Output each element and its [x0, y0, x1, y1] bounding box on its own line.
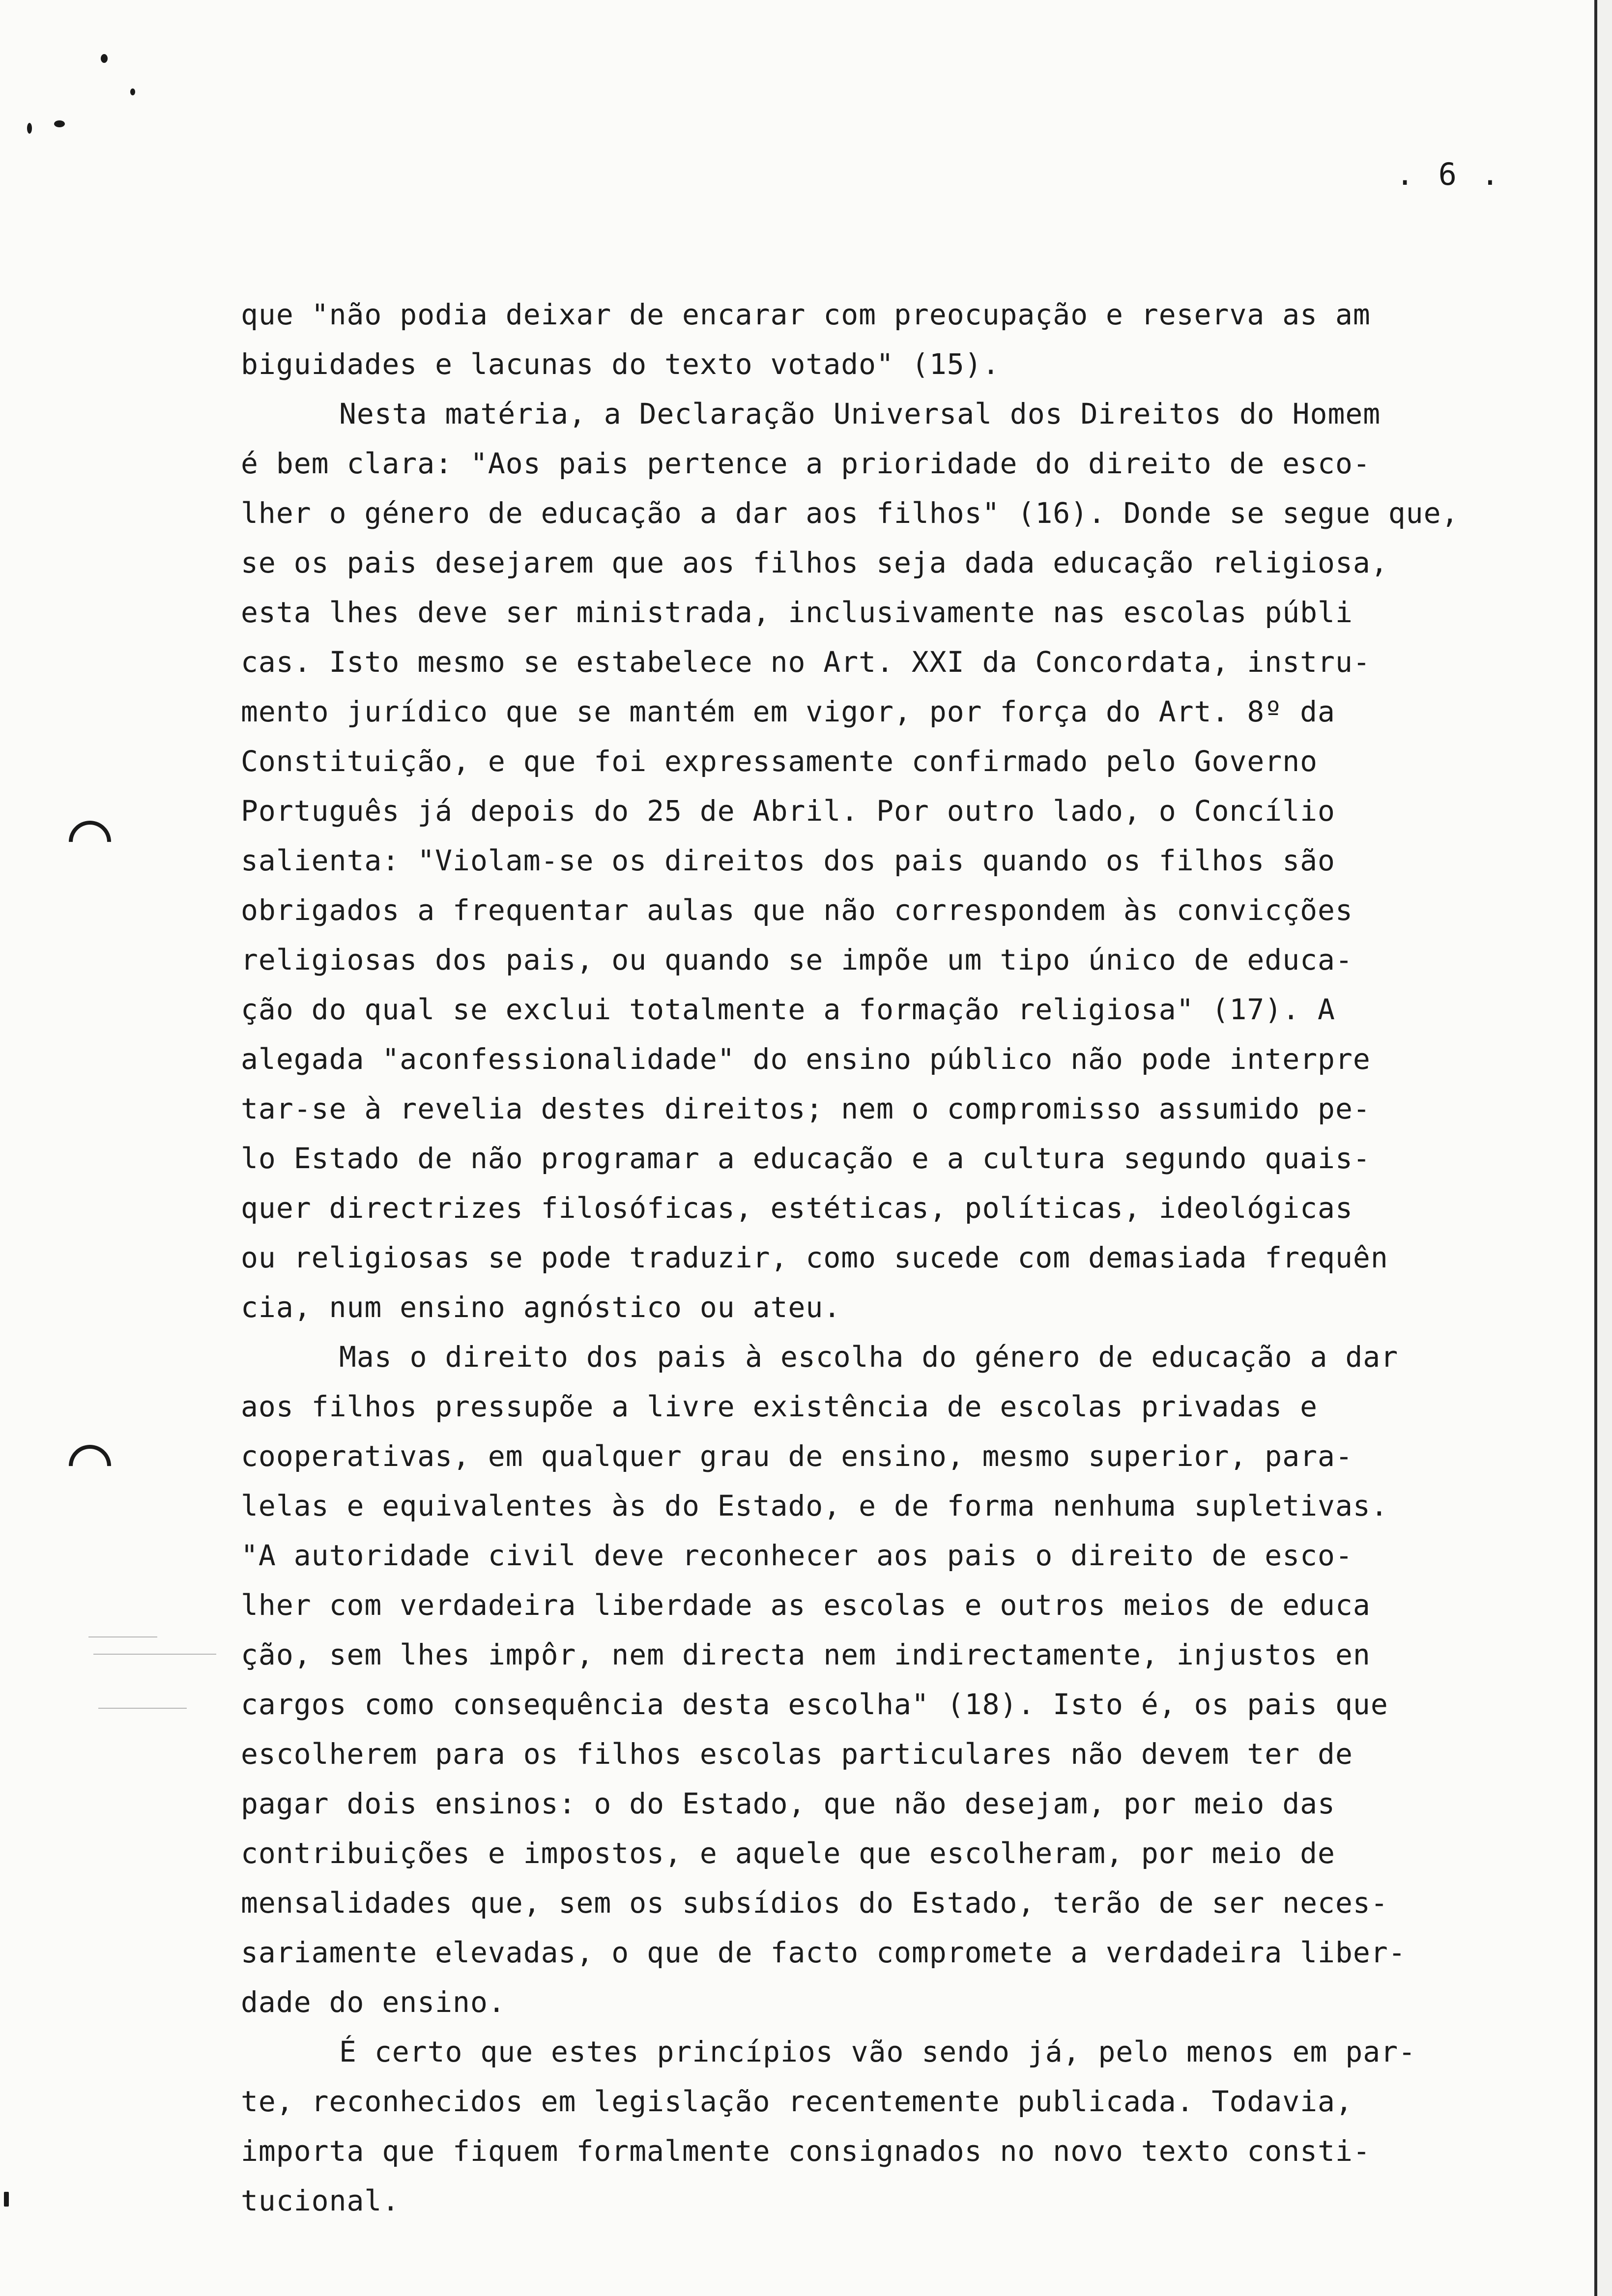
text-line: religiosas dos pais, ou quando se impõe um tipo único de educa-: [241, 943, 1353, 976]
page-number: . 6 .: [1396, 156, 1502, 192]
text-line: cas. Isto mesmo se estabelece no Art. XXI da Concordata, instru-: [241, 645, 1371, 679]
text-line: "A autoridade civil deve reconhecer aos pais o direito de esco-: [241, 1539, 1353, 1572]
paragraph: [241, 1332, 1519, 2027]
text-line: Português já depois do 25 de Abril. Por outro lado, o Concílio: [241, 794, 1335, 828]
text-line: tar-se à revelia destes direitos; nem o compromisso assumido pe-: [241, 1092, 1371, 1125]
text-line: lher o género de educação a dar aos filhos" (16). Donde se segue que,: [241, 496, 1459, 530]
text-line: alegada "aconfessionalidade" do ensino público não pode interpre: [241, 1042, 1371, 1076]
text-line: escolherem para os filhos escolas particulares não devem ter de: [241, 1737, 1353, 1771]
scan-speck: [101, 54, 108, 63]
text-line: Mas o direito dos pais à escolha do género de educação a dar: [339, 1340, 1399, 1374]
scan-speck: [4, 2192, 9, 2207]
text-line: cargos como consequência desta escolha" (18). Isto é, os pais que: [241, 1688, 1388, 1721]
text-line: aos filhos pressupõe a livre existência de escolas privadas e: [241, 1390, 1318, 1423]
text-line: é bem clara: "Aos pais pertence a prioridade do direito de esco-: [241, 447, 1371, 480]
paragraph: [241, 389, 1519, 1332]
text-line: contribuições e impostos, e aquele que escolheram, por meio de: [241, 1837, 1335, 1870]
punch-hole-icon: [60, 812, 120, 872]
scan-line: [93, 1654, 216, 1655]
text-line: cooperativas, em qualquer grau de ensino, mesmo superior, para-: [241, 1439, 1353, 1473]
scan-line: [98, 1708, 187, 1709]
paragraph: [241, 2027, 1519, 2226]
text-line: dade do ensino.: [241, 1985, 506, 2019]
text-line: ção, sem lhes impôr, nem directa nem indirectamente, injustos en: [241, 1638, 1371, 1671]
text-line: importa que fiquem formalmente consignados no novo texto consti-: [241, 2134, 1371, 2168]
text-line: que "não podia deixar de encarar com preocupação e reserva as am: [241, 298, 1371, 331]
text-line: ou religiosas se pode traduzir, como sucede com demasiada frequên: [241, 1241, 1388, 1274]
text-line: mensalidades que, sem os subsídios do Estado, terão de ser neces-: [241, 1886, 1388, 1920]
text-line: pagar dois ensinos: o do Estado, que não desejam, por meio das: [241, 1787, 1335, 1820]
text-line: lelas e equivalentes às do Estado, e de forma nenhuma supletivas.: [241, 1489, 1388, 1522]
text-line: É certo que estes princípios vão sendo já, pelo menos em par-: [339, 2035, 1416, 2068]
page-edge-line: [1594, 0, 1597, 2296]
document-body: [241, 290, 1519, 2226]
text-line: esta lhes deve ser ministrada, inclusivamente nas escolas públi: [241, 596, 1353, 629]
text-line: sariamente elevadas, o que de facto compromete a verdadeira liber-: [241, 1936, 1406, 1969]
scan-line: [88, 1636, 157, 1637]
text-line: se os pais desejarem que aos filhos seja dada educação religiosa,: [241, 546, 1388, 579]
text-line: quer directrizes filosóficas, estéticas, políticas, ideológicas: [241, 1191, 1353, 1225]
text-line: Constituição, e que foi expressamente confirmado pelo Governo: [241, 745, 1318, 778]
text-line: obrigados a frequentar aulas que não correspondem às convicções: [241, 893, 1353, 927]
text-line: salienta: "Violam-se os direitos dos pais quando os filhos são: [241, 844, 1335, 877]
text-line: tucional.: [241, 2184, 400, 2217]
scan-speck: [27, 123, 32, 134]
scan-speck: [130, 88, 135, 95]
text-line: te, reconhecidos em legislação recentemente publicada. Todavia,: [241, 2085, 1353, 2118]
text-line: biguidades e lacunas do texto votado" (15).: [241, 347, 1000, 381]
text-line: lher com verdadeira liberdade as escolas e outros meios de educa: [241, 1588, 1371, 1622]
paragraph: [241, 290, 1519, 389]
text-line: Nesta matéria, a Declaração Universal dos Direitos do Homem: [339, 397, 1381, 430]
page-margin: [1597, 0, 1612, 2296]
text-line: mento jurídico que se mantém em vigor, por força do Art. 8º da: [241, 695, 1335, 728]
scan-speck: [54, 120, 65, 127]
text-line: ção do qual se exclui totalmente a formação religiosa" (17). A: [241, 993, 1335, 1026]
punch-hole-icon: [60, 1436, 120, 1496]
text-line: lo Estado de não programar a educação e a cultura segundo quais-: [241, 1142, 1371, 1175]
text-line: cia, num ensino agnóstico ou ateu.: [241, 1291, 841, 1324]
